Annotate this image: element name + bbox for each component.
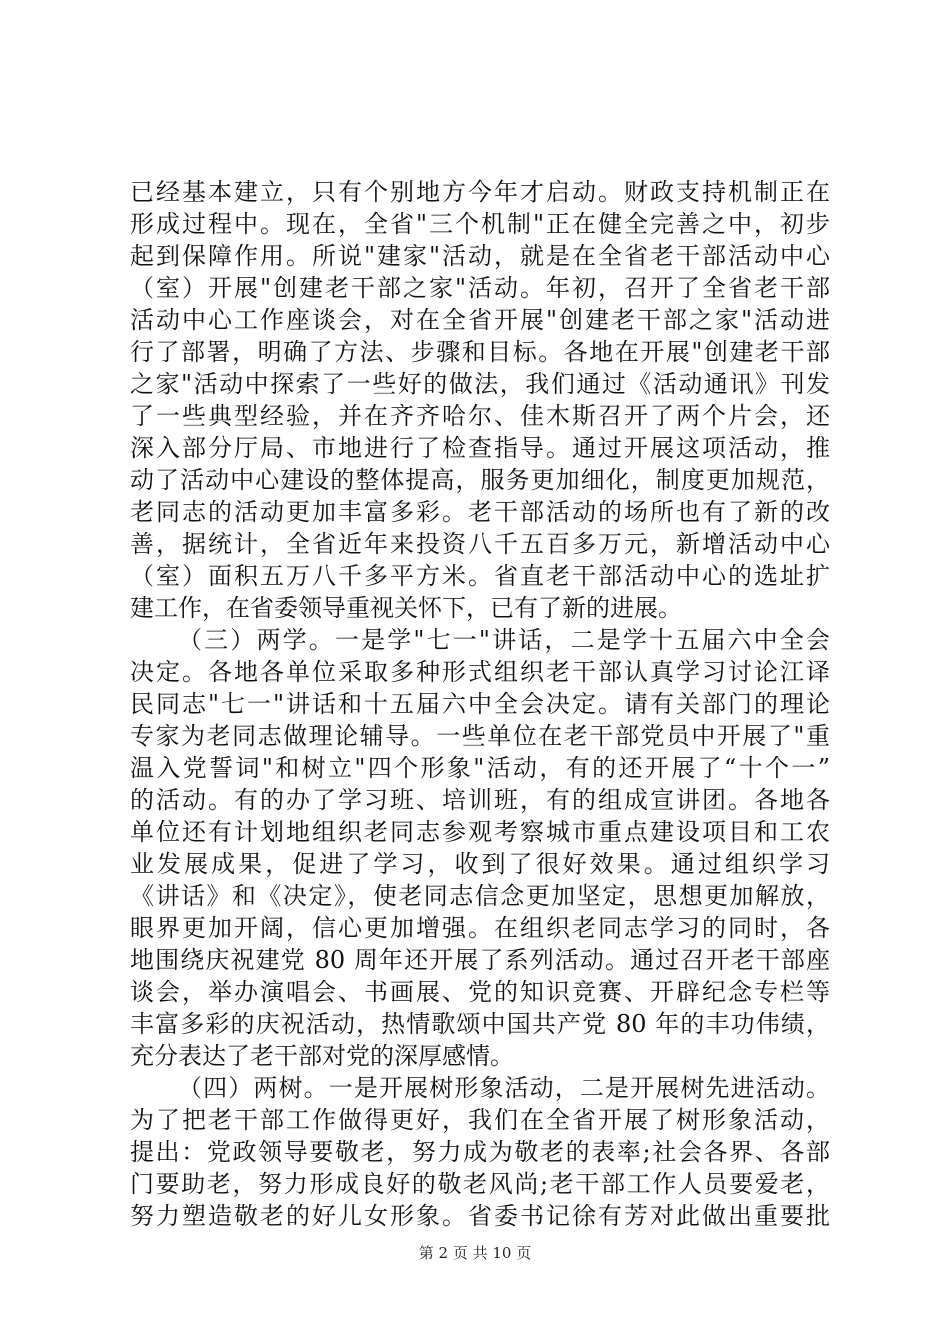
text-line: 单位还有计划地组织老同志参观考察城市重点建设项目和工农	[130, 818, 830, 846]
text-line: 建工作，在省委领导重视关怀下，已有了新的进展。	[130, 594, 682, 622]
text-line: 决定。各地各单位采取多种形式组织老干部认真学习讨论江译	[130, 658, 830, 686]
text-line: 老同志的活动更加丰富多彩。老干部活动的场所也有了新的改	[130, 498, 830, 526]
text-line: （室）开展"创建老干部之家"活动。年初，召开了全省老干部	[130, 274, 830, 302]
text-line: 已经基本建立，只有个别地方今年才启动。财政支持机制正在	[130, 178, 830, 206]
page-footer: 第 2 页 共 10 页	[418, 1244, 532, 1262]
text-line: 充分表达了老干部对党的深厚感情。	[130, 1042, 514, 1070]
text-line: 的活动。有的办了学习班、培训班，有的组成宣讲团。各地各	[130, 786, 830, 814]
text-line: 了一些典型经验，并在齐齐哈尔、佳木斯召开了两个片会，还	[130, 402, 830, 430]
text-line: 《讲话》和《决定》，使老同志信念更加坚定，思想更加解放，	[130, 882, 830, 910]
text-line: 之家"活动中探索了一些好的做法，我们通过《活动通讯》刊发	[130, 370, 830, 398]
text-line: 专家为老同志做理论辅导。一些单位在老干部党员中开展了"重	[130, 722, 830, 750]
text-line: 业发展成果，促进了学习，收到了很好效果。通过组织学习	[130, 850, 830, 878]
text-line: 为了把老干部工作做得更好，我们在全省开展了树形象活动，	[130, 1106, 830, 1134]
text-line: 提出：党政领导要敬老，努力成为敬老的表率;社会各界、各部	[130, 1138, 830, 1166]
text-line: 动了活动中心建设的整体提高，服务更加细化，制度更加规范，	[130, 466, 830, 494]
document-body	[130, 176, 830, 1232]
text-line: 善，据统计，全省近年来投资八千五百多万元，新增活动中心	[130, 530, 830, 558]
text-line: 丰富多彩的庆祝活动，热情歌颂中国共产党 80 年的丰功伟绩，	[130, 1010, 830, 1038]
text-line: 民同志"七一"讲话和十五届六中全会决定。请有关部门的理论	[130, 690, 830, 718]
text-line: 深入部分厅局、市地进行了检查指导。通过开展这项活动，推	[130, 434, 830, 462]
text-line: 行了部署，明确了方法、步骤和目标。各地在开展"创建老干部	[130, 338, 830, 366]
text-line: （四）两树。一是开展树形象活动，二是开展树先进活动。	[178, 1074, 830, 1102]
text-line: 努力塑造敬老的好儿女形象。省委书记徐有芳对此做出重要批	[130, 1202, 830, 1230]
text-line: （三）两学。一是学"七一"讲话，二是学十五届六中全会	[178, 626, 830, 654]
text-line: 起到保障作用。所说"建家"活动，就是在全省老干部活动中心	[130, 242, 830, 270]
text-line: 地围绕庆祝建党 80 周年还开展了系列活动。通过召开老干部座	[130, 946, 830, 974]
text-line: 门要助老，努力形成良好的敬老风尚;老干部工作人员要爱老，	[130, 1170, 830, 1198]
text-line: （室）面积五万八千多平方米。省直老干部活动中心的选址扩	[130, 562, 830, 590]
text-line: 温入党誓词"和树立"四个形象"活动，有的还开展了“十个一”	[130, 754, 830, 782]
text-line: 眼界更加开阔，信心更加增强。在组织老同志学习的同时，各	[130, 914, 830, 942]
text-line: 活动中心工作座谈会，对在全省开展"创建老干部之家"活动进	[130, 306, 830, 334]
text-line: 形成过程中。现在，全省"三个机制"正在健全完善之中，初步	[130, 210, 830, 238]
text-line: 谈会，举办演唱会、书画展、党的知识竞赛、开辟纪念专栏等	[130, 978, 830, 1006]
